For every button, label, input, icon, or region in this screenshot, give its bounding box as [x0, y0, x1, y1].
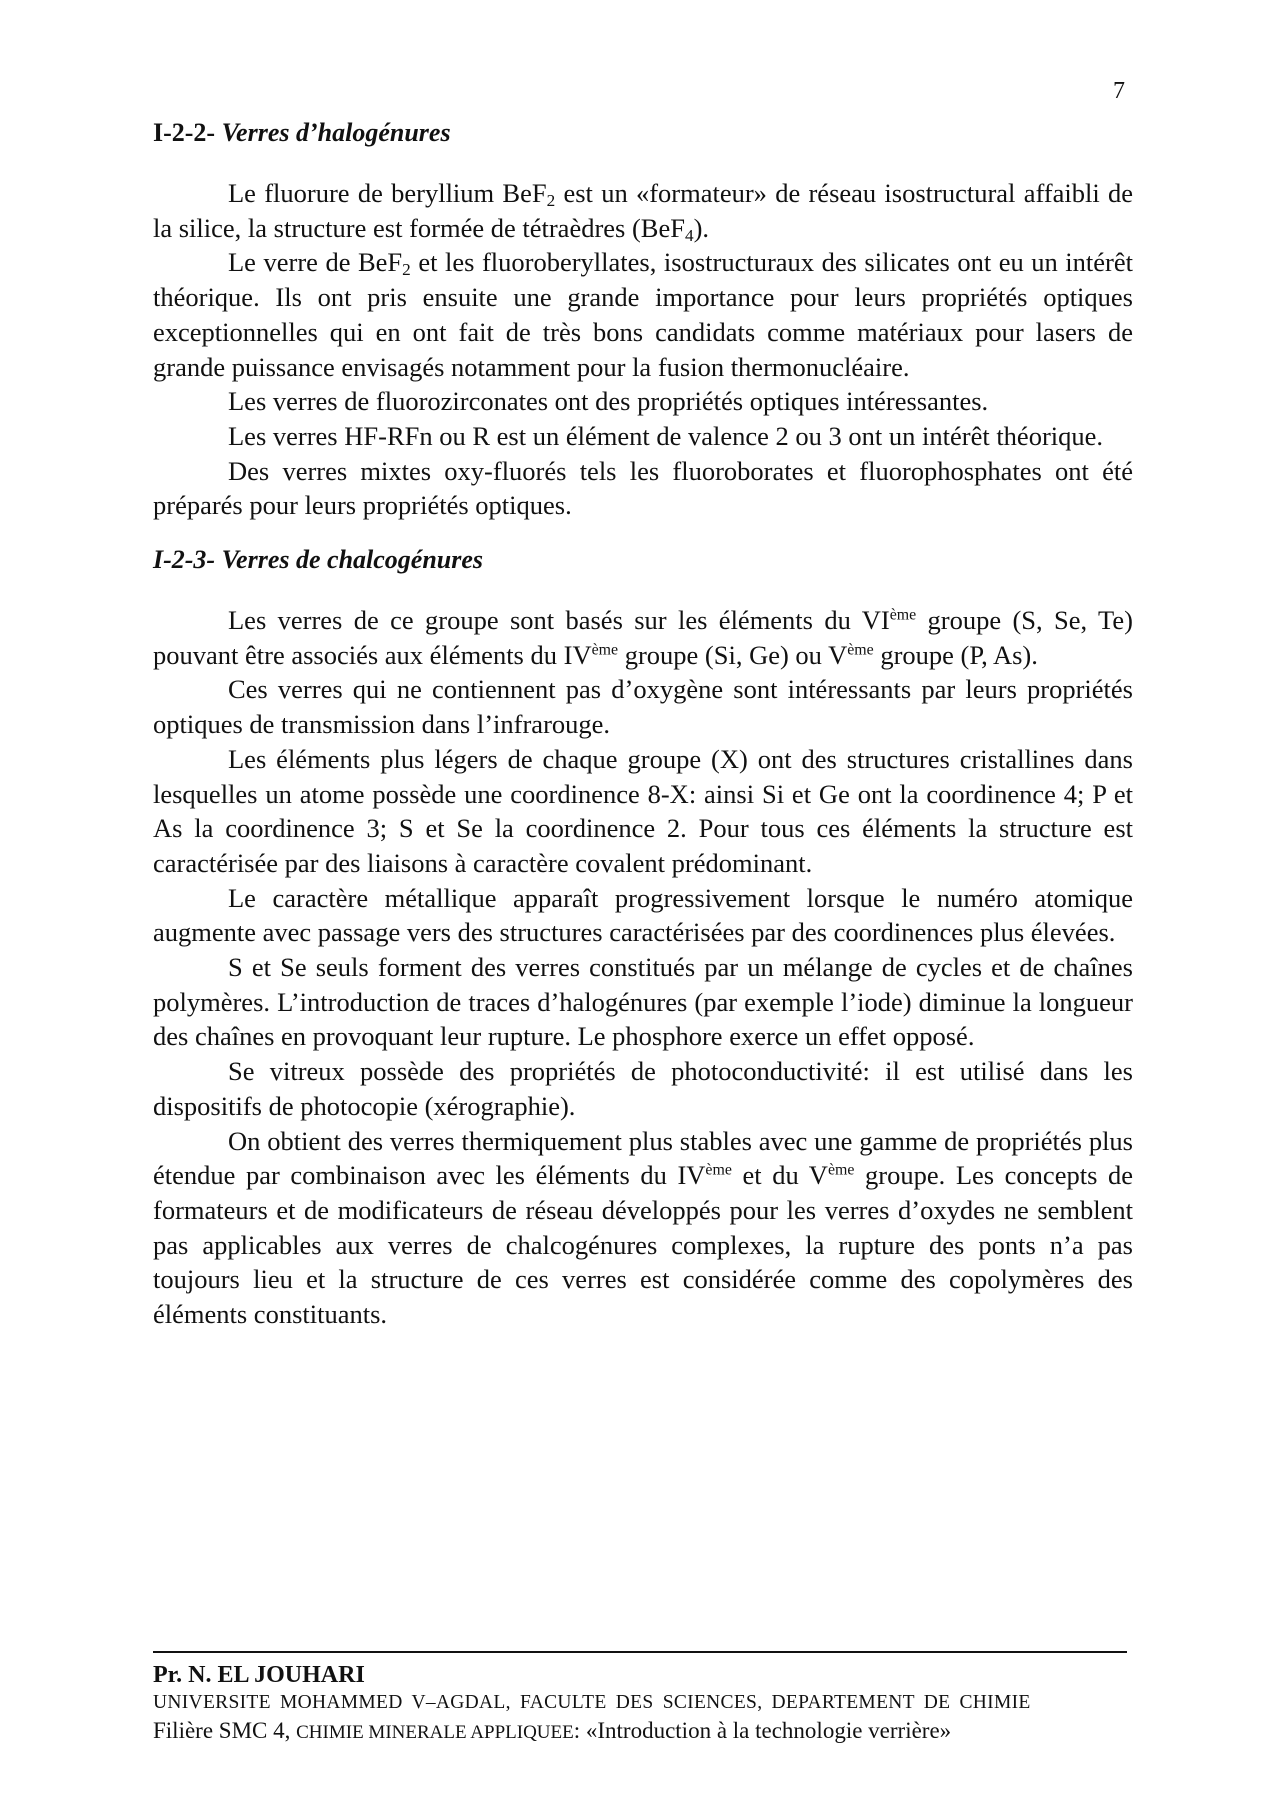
section-heading-chalcogenures	[153, 545, 1133, 575]
footer-institution: UNIVERSITE MOHAMMED V–AGDAL, FACULTE DES SCIENCES, DEPARTEMENT DE CHIMIE	[153, 1692, 1031, 1713]
paragraph: Le verre de BeF$_2$ et les fluoroberyllates, isostructuraux des silicates ont eu un intérêt théorique. Ils ont pris ensuite une grande importance pour leurs propriétés optiques exceptionnelles qui en ont fait de très bons candidats comme matériaux pour lasers de grande puissance envisagés notamment pour la fusion thermonucléaire.	[153, 247, 1133, 382]
section-heading-title: I-2-3- Verres de chalcogénures	[153, 545, 484, 575]
paragraph: On obtient des verres thermiquement plus stables avec une gamme de propriétés plus étendue par combinaison avec les éléments du IVème et du Vème groupe. Les concepts de formateurs et de modificateurs de réseau développés pour les verres d’oxydes ne semblent pas applicables aux verres de chalcogénures complexes, la rupture des ponts n’a pas toujours lieu et la structure de ces verres est considérée comme des copolymères des éléments constituants.	[153, 1125, 1133, 1330]
footer-divider	[153, 1651, 1127, 1653]
footer-author: Pr. N. EL JOUHARI	[153, 1662, 365, 1688]
paragraph: Les éléments plus légers de chaque groupe (X) ont des structures cristallines dans lesquelles un atome possède une coordinence 8-X: ainsi Si et Ge ont la coordinence 4; P et As la coordinence 3; S et Se la coordinence 2. Pour tous ces éléments la structure est caractérisée par des liaisons à caractère covalent prédominant.	[153, 743, 1133, 878]
page-content	[153, 118, 1133, 1332]
footer-course: Filière SMC 4, CHIMIE MINERALE APPLIQUEE: «Introduction à la technologie verrière»	[153, 1718, 952, 1743]
section-heading-number: I-2-2-	[153, 118, 216, 147]
paragraph: Les verres HF-RFn ou R est un élément de valence 2 ou 3 ont un intérêt théorique.	[228, 420, 1104, 451]
paragraph: Les verres de ce groupe sont basés sur les éléments du VIème groupe (S, Se, Te) pouvant être associés aux éléments du IVème groupe (Si, Ge) ou Vème groupe (P, As).	[153, 605, 1133, 670]
paragraph: Ces verres qui ne contiennent pas d’oxygène sont intéressants par leurs propriétés optiques de transmission dans l’infrarouge.	[153, 674, 1133, 740]
footer	[153, 1660, 1153, 1748]
paragraph: Le caractère métallique apparaît progressivement lorsque le numéro atomique augmente avec passage vers des structures caractérisées par des coordinences plus élevées.	[153, 882, 1133, 948]
paragraph: Le fluorure de beryllium BeF$_2$ est un «formateur» de réseau isostructural affaibli de la silice, la structure est formée de tétraèdres (BeF$_4$).	[153, 178, 1134, 245]
page-number: 7	[1113, 78, 1125, 104]
paragraph: Des verres mixtes oxy-fluorés tels les fluoroborates et fluorophosphates ont été préparés pour leurs propriétés optiques.	[153, 455, 1133, 521]
paragraph: Se vitreux possède des propriétés de photoconductivité: il est utilisé dans les dispositifs de photocopie (xérographie).	[153, 1056, 1133, 1121]
section-heading-title: Verres d’halogénures	[221, 118, 451, 147]
paragraph: Les verres de fluorozirconates ont des propriétés optiques intéressantes.	[228, 386, 989, 417]
paragraph: S et Se seuls forment des verres constitués par un mélange de cycles et de chaînes polymères. L’introduction de traces d’halogénures (par exemple l’iode) diminue la longueur des chaînes en provoquant leur rupture. Le phosphore exerce un effet opposé.	[153, 952, 1133, 1052]
section-heading-halogenures	[153, 118, 1133, 148]
